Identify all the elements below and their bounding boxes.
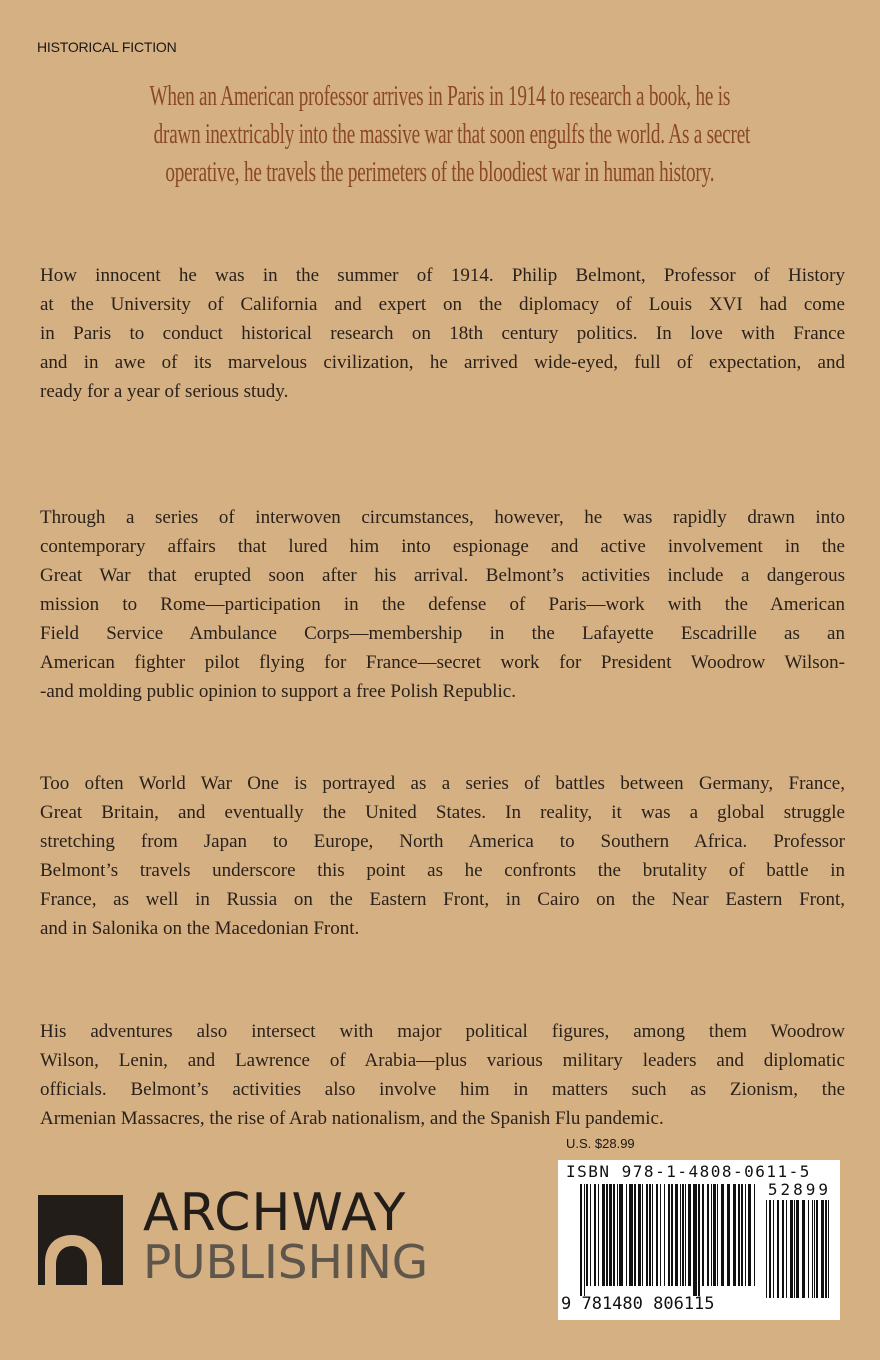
paragraph-line: His adventures also intersect with major political figures, among them Woodrow [40,1021,845,1042]
barcode-bar [721,1184,724,1286]
barcode-bar [629,1184,633,1286]
paragraph-1 [40,261,845,406]
barcode-bar [782,1200,784,1298]
barcode-bar [617,1184,618,1286]
barcode-bar [642,1184,643,1286]
barcode-bar [594,1184,596,1286]
barcode-bar [727,1184,730,1286]
tagline-line: drawn inextricably into the massive war that soon engulfs the world. As a secret [153,118,751,150]
publisher-name: ARCHWAY [143,1183,407,1243]
barcode-bar [590,1184,591,1286]
paragraph-line: officials. Belmont’s activities also involve him in matters such as Zionism, the [40,1079,845,1100]
barcode-bar [656,1184,658,1286]
paragraph-line: Wilson, Lenin, and Lawrence of Arabia—plus various military leaders and diplomatic [40,1050,845,1071]
paragraph-line: at the University of California and expert on the diplomacy of Louis XVI had come [40,294,845,315]
barcode-bar [602,1184,605,1286]
publisher-subtitle: PUBLISHING [143,1235,429,1289]
barcode-bar [814,1200,815,1298]
paragraph-line: stretching from Japan to Europe, North America to Southern Africa. Professor [40,831,845,852]
barcode-bar [693,1184,697,1296]
barcode-bar [794,1200,795,1298]
barcode-bar [613,1184,615,1286]
barcode-bar [626,1184,627,1286]
barcode-bar [702,1184,704,1286]
barcode-bar [619,1184,623,1286]
paragraph-line: Too often World War One is portrayed as a series of battles between Germany, France, [40,773,845,794]
paragraph-line: and in awe of its marvelous civilization, he arrived wide-eyed, full of expectation, and [40,352,845,373]
paragraph-2 [40,503,845,706]
isbn-barcode [558,1160,840,1320]
barcode-bar [812,1200,813,1298]
barcode-bar [766,1200,767,1298]
price-label: U.S. $28.99 [566,1136,635,1151]
barcode-bar [741,1184,743,1286]
paragraph-line: -and molding public opinion to support a free Polish Republic. [40,681,516,702]
barcode-bar [802,1200,805,1298]
paragraph-line: Through a series of interwoven circumstances, however, he was rapidly drawn into [40,507,845,528]
barcode-bar [664,1184,665,1286]
barcode-bar [796,1200,799,1298]
paragraph-line: contemporary affairs that lured him into espionage and active involvement in the [40,536,845,557]
barcode-bar [680,1184,681,1286]
barcode-bar [685,1184,686,1286]
barcode-bar [609,1184,612,1286]
paragraph-4 [40,1017,845,1133]
barcode-bar [646,1184,648,1286]
barcode-bar [748,1184,751,1286]
paragraph-line: How innocent he was in the summer of 1914. Philip Belmont, Professor of History [40,265,845,286]
barcode-bar [808,1200,809,1298]
barcode-ean-number: 9 781480 806115 [561,1294,715,1314]
paragraph-line: Field Service Ambulance Corps—membership in the Lafayette Escadrille as an [40,623,845,644]
barcode-bar [821,1200,824,1298]
barcode-bar [586,1184,588,1286]
paragraph-line: Belmont’s travels underscore this point as he confronts the brutality of battle in [40,860,845,881]
barcode-bar [638,1184,641,1286]
barcode-bar [606,1184,608,1286]
barcode-bar [713,1184,716,1286]
barcode-bar [825,1200,827,1298]
barcode-bar [649,1184,651,1286]
barcode-bar [828,1200,829,1298]
barcode-bar [580,1184,582,1296]
barcode-bar [671,1184,673,1286]
paragraph-line: and in Salonika on the Macedonian Front. [40,918,360,939]
paragraph-line: American fighter pilot flying for France—secret work for President Woodrow Wilson- [40,652,845,673]
barcode-bar [668,1184,670,1286]
barcode-bar [652,1184,653,1286]
paragraph-line: mission to Rome—participation in the defense of Paris—work with the American [40,594,845,615]
paragraph-line: in Paris to conduct historical research on 18th century politics. In love with France [40,323,845,344]
barcode-bar [790,1200,793,1298]
barcode-bar [733,1184,736,1286]
barcode-bar [707,1184,709,1286]
barcode-bar [682,1184,684,1286]
isbn-text: ISBN 978-1-4808-0611-5 [566,1162,811,1181]
paragraph-line: France, as well in Russia on the Eastern Front, in Cairo on the Near Eastern Front, [40,889,845,910]
barcode-addon-number: 52899 [767,1180,831,1199]
paragraph-line: Armenian Massacres, the rise of Arab nationalism, and the Spanish Flu pandemic. [40,1108,664,1129]
barcode-bar [634,1184,636,1286]
tagline [0,80,880,194]
barcode-bar [754,1184,755,1286]
barcode-bar [711,1184,712,1286]
barcode-bar [584,1184,585,1296]
barcode-bar [769,1200,771,1298]
genre-label: HISTORICAL FICTION [37,39,177,55]
barcode-bar [777,1200,779,1298]
barcode-bar [598,1184,599,1286]
barcode-bar [717,1184,718,1286]
barcode-bar [738,1184,740,1286]
tagline-line: When an American professor arrives in Paris in 1914 to research a book, he is [149,80,731,112]
archway-logo-icon [38,1195,123,1285]
barcode-bar [688,1184,691,1286]
barcode-bar [786,1200,787,1298]
barcode-bar [773,1200,774,1298]
barcode-bar [675,1184,678,1286]
paragraph-line: Great Britain, and eventually the United States. In reality, it was a global struggle [40,802,845,823]
paragraph-3 [40,769,845,943]
paragraph-line: ready for a year of serious study. [40,381,289,402]
barcode-bar [745,1184,746,1286]
tagline-line: operative, he travels the perimeters of the bloodiest war in human history. [165,156,715,188]
barcode-bar [816,1200,818,1298]
paragraph-line: Great War that erupted soon after his arrival. Belmont’s activities include a dangerous [40,565,845,586]
barcode-bar [698,1184,700,1296]
barcode-bar [660,1184,661,1286]
